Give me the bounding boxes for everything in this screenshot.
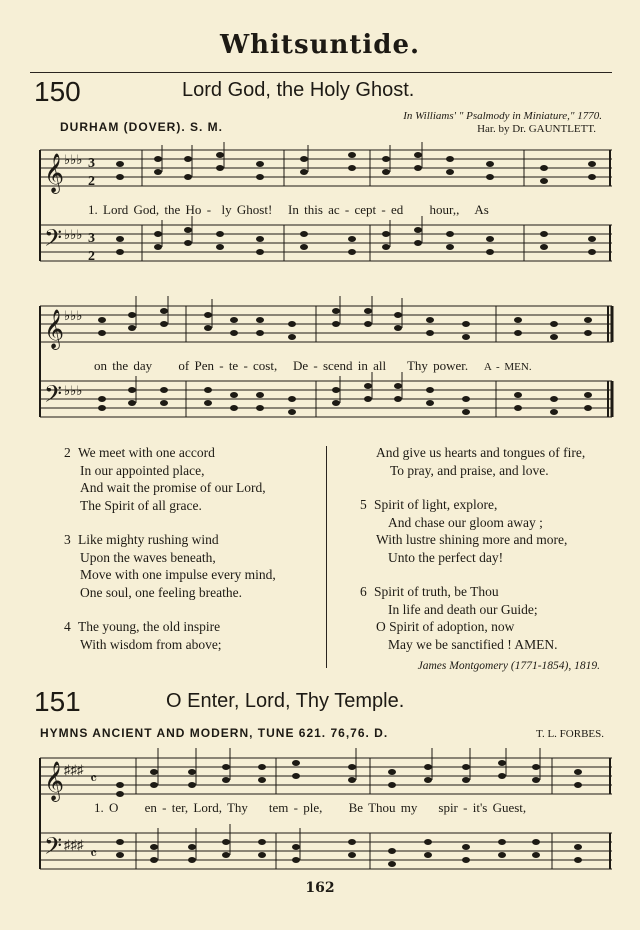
svg-text:♭♭♭: ♭♭♭ <box>64 383 83 398</box>
verse-number: 2 <box>64 445 71 460</box>
lyric-segment: on the day <box>94 358 153 373</box>
hymn-source: In Williams' " Psalmody in Miniature," 1770. <box>403 110 602 122</box>
verse-line: Move with one impulse every mind, <box>80 567 276 582</box>
lyric-segment: De - scend in all <box>292 358 387 373</box>
hymn-number: 150 <box>34 76 81 107</box>
hymn-title: O Enter, Lord, Thy Temple. <box>166 690 405 712</box>
lyric-segment: 1. Lord God, the Ho <box>88 202 202 217</box>
lyrics-line-3 <box>94 800 526 816</box>
svg-text:𝄞: 𝄞 <box>44 311 65 348</box>
verse-line: In our appointed place, <box>80 462 205 478</box>
svg-text:𝄞: 𝄞 <box>44 155 65 192</box>
lyric-segment: In this ac - cept - ed <box>288 202 404 217</box>
verse-number: 5 <box>360 497 367 512</box>
lyrics-line-1: 1. Lord God, the Ho - ly Ghost! In this ac - cept - ed hour,, As <box>88 202 489 217</box>
lyric-segment: tem - ple, <box>268 800 323 815</box>
verse-line: The Spirit of all grace. <box>80 497 202 513</box>
page-number: 162 <box>305 880 335 896</box>
composer: T. L. FORBES. <box>536 728 604 740</box>
page-header: Whitsuntide. <box>219 30 421 60</box>
lyrics-line-2 <box>94 358 532 374</box>
hymn-title: Lord God, the Holy Ghost. <box>182 79 415 101</box>
svg-text:𝄞: 𝄞 <box>44 763 65 800</box>
svg-text:𝄴: 𝄴 <box>90 771 98 788</box>
svg-text:♭♭♭: ♭♭♭ <box>64 308 83 323</box>
lyric-segment: A - MEN. <box>483 361 532 373</box>
svg-text:3: 3 <box>88 231 95 246</box>
lyric-segment: of Pen - te - cost, <box>178 358 278 373</box>
verse-line: And give us hearts and tongues of fire, <box>376 445 586 460</box>
harmonizer: Har. by Dr. GAUNTLETT. <box>477 123 596 135</box>
author-attribution: James Montgomery (1771-1854), 1819. <box>417 660 600 672</box>
svg-text:𝄢: 𝄢 <box>44 834 63 865</box>
column-divider <box>326 446 327 668</box>
verses-right-column <box>360 444 585 653</box>
verses-left-column <box>64 444 276 653</box>
verse-line: In life and death our Guide; <box>388 601 538 617</box>
header-rule <box>30 72 612 73</box>
svg-text:♭♭♭: ♭♭♭ <box>64 227 83 242</box>
svg-text:2: 2 <box>88 174 95 189</box>
svg-text:3: 3 <box>88 156 95 171</box>
lyric-segment: ly Ghost! <box>221 202 273 217</box>
svg-text:𝄴: 𝄴 <box>90 846 98 863</box>
verse-line: Like mighty rushing wind <box>78 532 219 547</box>
verse-number: 4 <box>64 619 71 634</box>
svg-text:2: 2 <box>88 249 95 264</box>
verse-line: Spirit of light, explore, <box>374 497 498 512</box>
verse-line: We meet with one accord <box>78 445 215 460</box>
svg-text:♭♭♭: ♭♭♭ <box>64 152 83 167</box>
verse-line: With lustre shining more and more, <box>376 532 568 547</box>
hymn-number: 151 <box>34 686 81 717</box>
svg-text:𝄢: 𝄢 <box>44 226 63 257</box>
verse-line: And wait the promise of our Lord, <box>80 480 266 495</box>
svg-text:♯♯♯: ♯♯♯ <box>64 837 84 852</box>
lyric-segment: hour, <box>429 202 457 217</box>
lyric-segment: spir - it's Guest, <box>438 800 527 815</box>
verse-line: May we be sanctified ! AMEN. <box>388 636 558 652</box>
verse-number: 3 <box>64 532 71 547</box>
verse-line: Unto the perfect day! <box>388 549 504 565</box>
verse-line: Upon the waves beneath, <box>80 549 216 565</box>
lyric-segment: en - ter, Lord, Thy <box>144 800 248 815</box>
lyric-segment: 1. O <box>94 800 119 815</box>
verse-line: O Spirit of adoption, now <box>376 619 515 634</box>
verse-number: 6 <box>360 584 367 599</box>
svg-text:♯♯♯: ♯♯♯ <box>64 762 84 777</box>
lyric-segment: Thy power. <box>406 358 469 373</box>
tune-name: HYMNS ANCIENT AND MODERN, TUNE 621. 76,76. D. <box>40 726 389 740</box>
lyric-segment: Be Thou my <box>348 800 418 815</box>
verse-line: Spirit of truth, be Thou <box>374 584 499 599</box>
svg-text:𝄢: 𝄢 <box>44 382 63 413</box>
verse-line: The young, the old inspire <box>78 619 221 634</box>
verse-line: To pray, and praise, and love. <box>390 462 549 478</box>
verse-line: One soul, one feeling breathe. <box>80 584 242 600</box>
lyric-segment: As <box>474 202 489 217</box>
verse-line: And chase our gloom away ; <box>388 514 543 530</box>
tune-name: DURHAM (DOVER). S. M. <box>60 120 223 134</box>
verse-line: With wisdom from above; <box>80 636 222 652</box>
